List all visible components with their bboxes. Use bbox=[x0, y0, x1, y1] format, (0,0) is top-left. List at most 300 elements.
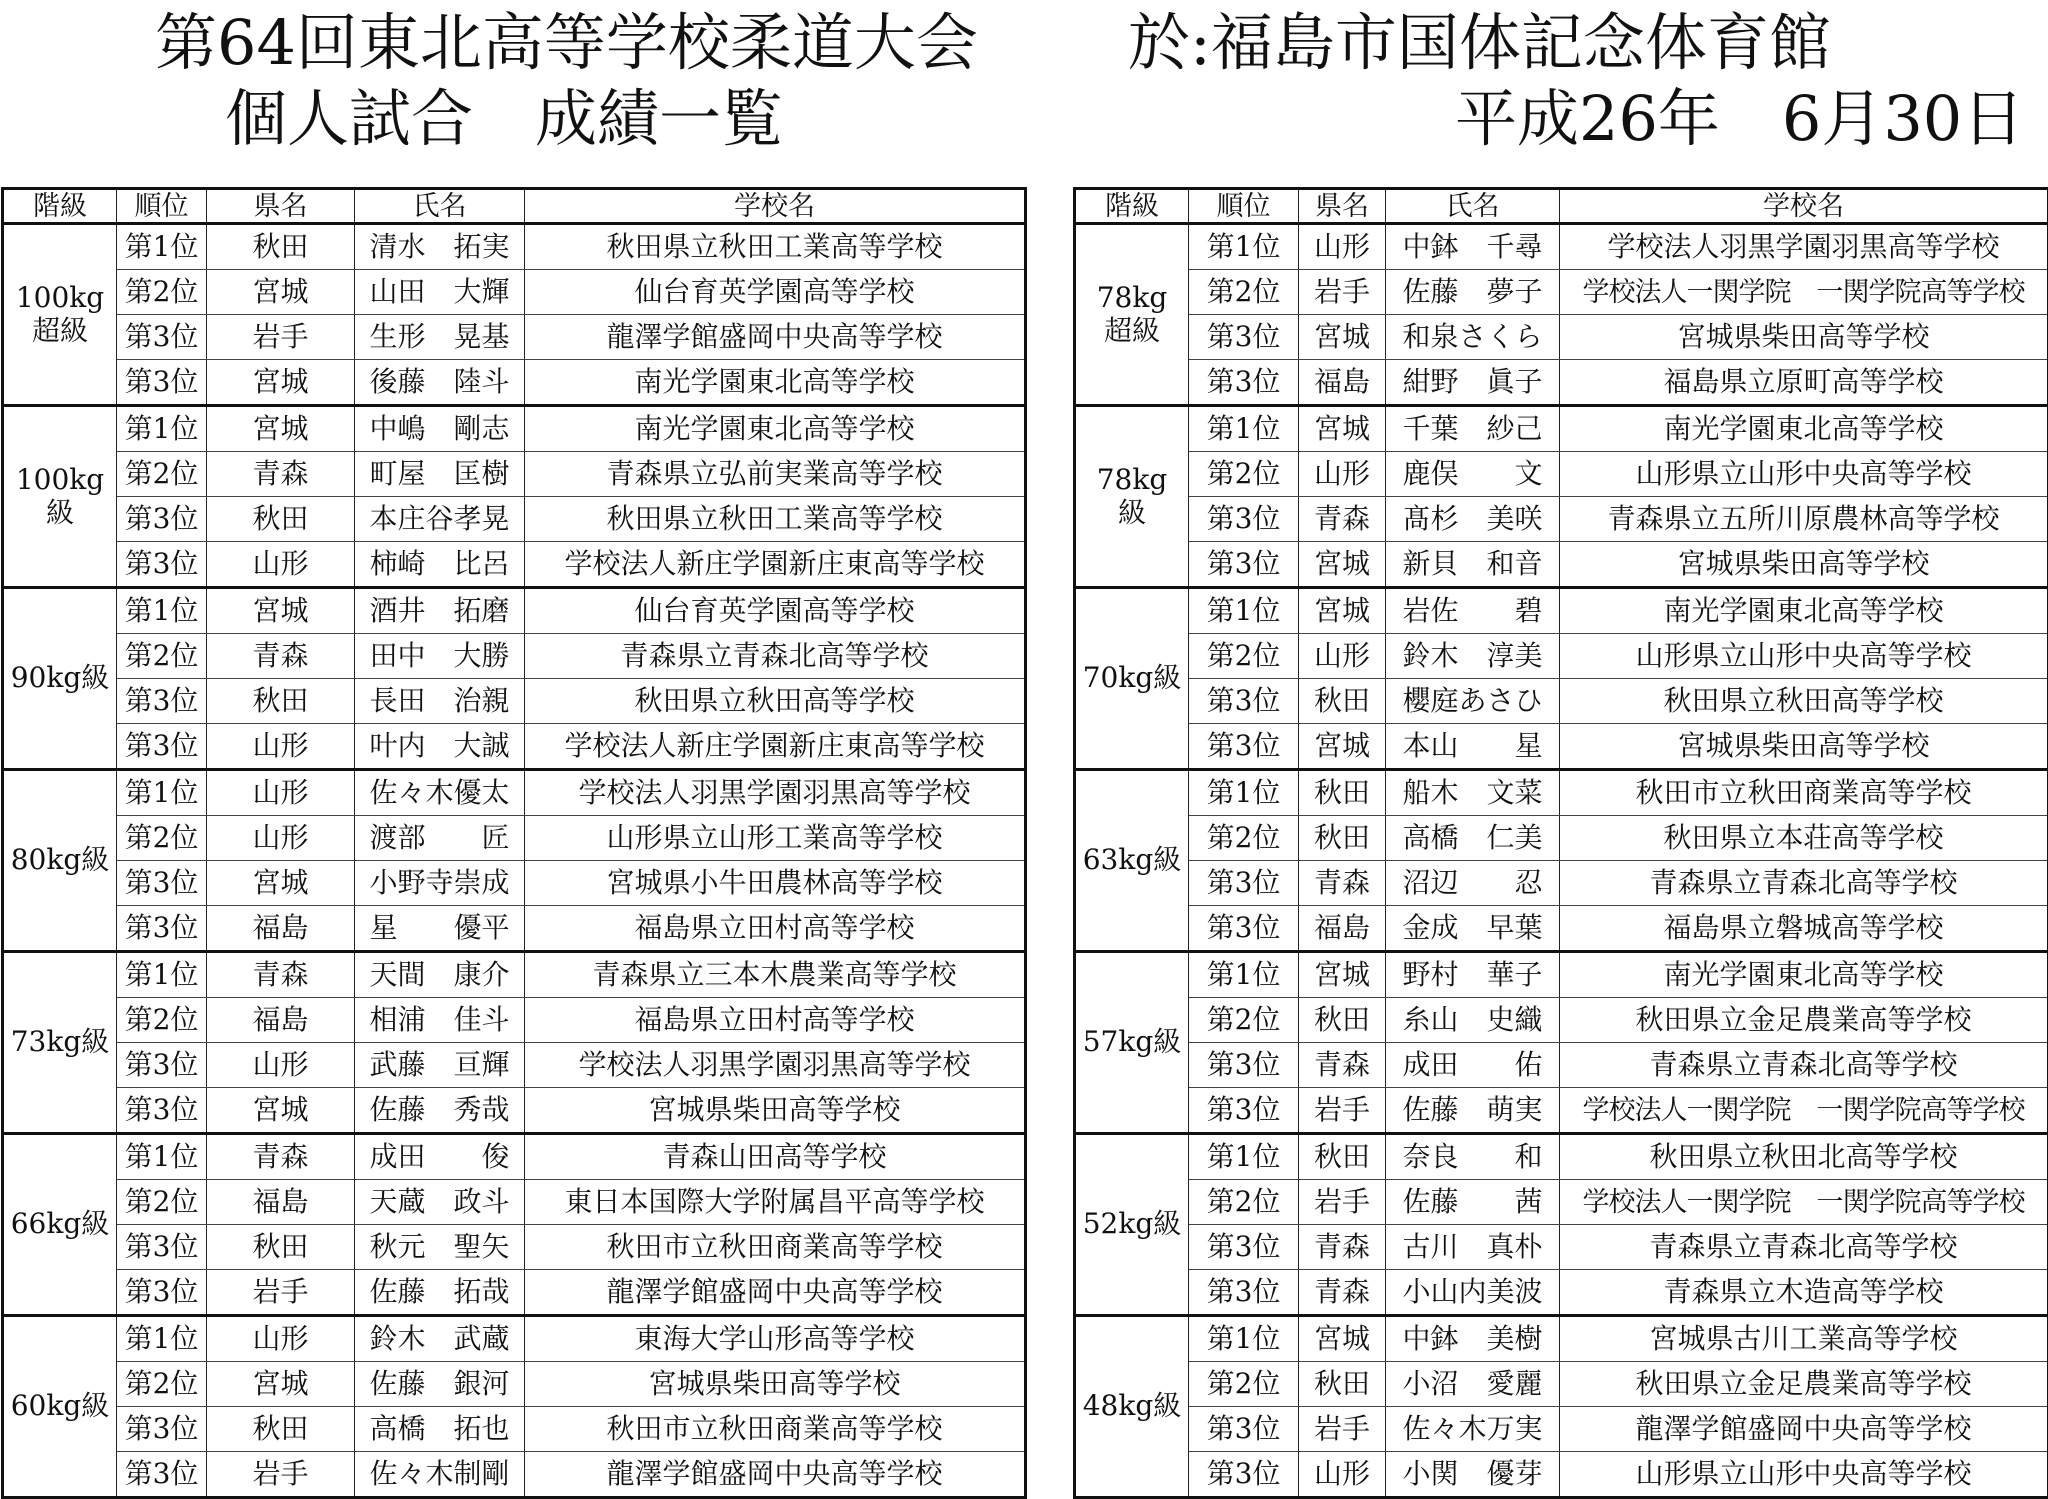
table-row bbox=[1075, 679, 2048, 724]
athlete-name-cell: 岩佐 碧 bbox=[1386, 588, 1560, 634]
rank-cell: 第1位 bbox=[117, 406, 207, 452]
table-row bbox=[1075, 1180, 2048, 1225]
rank-cell: 第3位 bbox=[1189, 724, 1299, 770]
rank-cell: 第3位 bbox=[1189, 1225, 1299, 1270]
school-cell: 青森県立青森北高等学校 bbox=[1560, 1225, 2048, 1270]
school-cell: 学校法人羽黒学園羽黒高等学校 bbox=[525, 770, 1026, 816]
weight-class-cell bbox=[3, 770, 117, 952]
rank-cell: 第3位 bbox=[1189, 1088, 1299, 1134]
prefecture-cell: 山形 bbox=[207, 1043, 355, 1088]
rank-cell: 第1位 bbox=[117, 952, 207, 998]
school-cell: 秋田県立金足農業高等学校 bbox=[1560, 998, 2048, 1043]
rank-cell: 第3位 bbox=[117, 1225, 207, 1270]
rank-cell: 第3位 bbox=[1189, 497, 1299, 542]
athlete-name-cell: 髙杉 美咲 bbox=[1386, 497, 1560, 542]
rank-cell: 第1位 bbox=[117, 1316, 207, 1362]
weight-class-label: 52kg級 bbox=[1083, 1207, 1182, 1240]
school-cell: 宮城県古川工業高等学校 bbox=[1560, 1316, 2048, 1362]
table-row bbox=[3, 224, 1026, 270]
prefecture-cell: 青森 bbox=[207, 452, 355, 497]
table-row bbox=[3, 724, 1026, 770]
athlete-name-cell: 中鉢 美樹 bbox=[1386, 1316, 1560, 1362]
prefecture-cell: 青森 bbox=[1299, 861, 1386, 906]
prefecture-cell: 福島 bbox=[1299, 906, 1386, 952]
school-cell: 青森県立青森北高等学校 bbox=[1560, 1043, 2048, 1088]
table-row bbox=[1075, 360, 2048, 406]
athlete-name-cell: 高橋 拓也 bbox=[355, 1407, 525, 1452]
prefecture-cell: 青森 bbox=[1299, 1043, 1386, 1088]
school-cell: 秋田県立金足農業高等学校 bbox=[1560, 1362, 2048, 1407]
athlete-name-cell: 成田 佑 bbox=[1386, 1043, 1560, 1088]
school-cell: 学校法人一関学院 一関学院高等学校 bbox=[1560, 270, 2048, 315]
page-subtitle: 個人試合 成績一覧 bbox=[225, 88, 783, 150]
athlete-name-cell: 武藤 亘輝 bbox=[355, 1043, 525, 1088]
school-cell: 福島県立田村高等学校 bbox=[525, 998, 1026, 1043]
athlete-name-cell: 佐々木万実 bbox=[1386, 1407, 1560, 1452]
col-header-school: 学校名 bbox=[1560, 189, 2048, 224]
school-cell: 福島県立原町高等学校 bbox=[1560, 360, 2048, 406]
rank-cell: 第2位 bbox=[117, 634, 207, 679]
weight-class-label: 66kg級 bbox=[11, 1207, 110, 1240]
table-row bbox=[1075, 1270, 2048, 1316]
prefecture-cell: 秋田 bbox=[207, 1407, 355, 1452]
rank-cell: 第3位 bbox=[1189, 1043, 1299, 1088]
rank-cell: 第1位 bbox=[1189, 224, 1299, 270]
weight-class-cell bbox=[3, 224, 117, 406]
prefecture-cell: 福島 bbox=[1299, 360, 1386, 406]
table-row bbox=[1075, 1043, 2048, 1088]
athlete-name-cell: 生形 晃基 bbox=[355, 315, 525, 360]
prefecture-cell: 福島 bbox=[207, 906, 355, 952]
weight-class-label: 80kg級 bbox=[11, 843, 110, 876]
school-cell: 青森県立青森北高等学校 bbox=[525, 634, 1026, 679]
athlete-name-cell: 小山内美波 bbox=[1386, 1270, 1560, 1316]
rank-cell: 第2位 bbox=[1189, 816, 1299, 861]
school-cell: 秋田県立秋田北高等学校 bbox=[1560, 1134, 2048, 1180]
prefecture-cell: 宮城 bbox=[207, 861, 355, 906]
school-cell: 学校法人羽黒学園羽黒高等学校 bbox=[525, 1043, 1026, 1088]
rank-cell: 第3位 bbox=[1189, 1407, 1299, 1452]
school-cell: 南光学園東北高等学校 bbox=[525, 360, 1026, 406]
table-row bbox=[1075, 770, 2048, 816]
table-row bbox=[1075, 497, 2048, 542]
rank-cell: 第3位 bbox=[1189, 861, 1299, 906]
school-cell: 宮城県柴田高等学校 bbox=[525, 1362, 1026, 1407]
athlete-name-cell: 金成 早葉 bbox=[1386, 906, 1560, 952]
rank-cell: 第1位 bbox=[117, 1134, 207, 1180]
prefecture-cell: 青森 bbox=[1299, 1225, 1386, 1270]
prefecture-cell: 秋田 bbox=[1299, 1134, 1386, 1180]
school-cell: 龍澤学館盛岡中央高等学校 bbox=[1560, 1407, 2048, 1452]
page-title: 第64回東北高等学校柔道大会 bbox=[155, 12, 978, 74]
rank-cell: 第1位 bbox=[1189, 770, 1299, 816]
weight-class-cell bbox=[3, 952, 117, 1134]
rank-cell: 第1位 bbox=[1189, 588, 1299, 634]
rank-cell: 第2位 bbox=[117, 270, 207, 315]
date-text: 平成26年 6月30日 bbox=[1455, 88, 2024, 150]
school-cell: 学校法人新庄学園新庄東高等学校 bbox=[525, 724, 1026, 770]
header-row bbox=[1075, 189, 2048, 224]
school-cell: 仙台育英学園高等学校 bbox=[525, 270, 1026, 315]
weight-class-label: 90kg級 bbox=[11, 661, 110, 694]
rank-cell: 第2位 bbox=[1189, 1180, 1299, 1225]
table-row bbox=[1075, 588, 2048, 634]
table-row bbox=[1075, 634, 2048, 679]
athlete-name-cell: 船木 文菜 bbox=[1386, 770, 1560, 816]
athlete-name-cell: 清水 拓実 bbox=[355, 224, 525, 270]
table-row bbox=[1075, 724, 2048, 770]
weight-class-cell bbox=[1075, 224, 1189, 406]
table-row bbox=[1075, 1452, 2048, 1498]
table-row bbox=[1075, 542, 2048, 588]
rank-cell: 第1位 bbox=[117, 770, 207, 816]
school-cell: 山形県立山形中央高等学校 bbox=[1560, 452, 2048, 497]
prefecture-cell: 山形 bbox=[207, 770, 355, 816]
prefecture-cell: 宮城 bbox=[1299, 406, 1386, 452]
rank-cell: 第2位 bbox=[117, 452, 207, 497]
weight-class-label: 70kg級 bbox=[1083, 661, 1182, 694]
athlete-name-cell: 柿崎 比呂 bbox=[355, 542, 525, 588]
prefecture-cell: 秋田 bbox=[1299, 998, 1386, 1043]
weight-class-label: 63kg級 bbox=[1083, 843, 1182, 876]
rank-cell: 第3位 bbox=[117, 315, 207, 360]
school-cell: 宮城県柴田高等学校 bbox=[1560, 542, 2048, 588]
school-cell: 秋田県立秋田工業高等学校 bbox=[525, 224, 1026, 270]
prefecture-cell: 宮城 bbox=[207, 588, 355, 634]
weight-class-label: 100kg bbox=[16, 463, 104, 496]
athlete-name-cell: 佐藤 拓哉 bbox=[355, 1270, 525, 1316]
athlete-name-cell: 鈴木 武蔵 bbox=[355, 1316, 525, 1362]
col-header-class: 階級 bbox=[3, 189, 117, 224]
rank-cell: 第3位 bbox=[117, 1088, 207, 1134]
athlete-name-cell: 佐藤 銀河 bbox=[355, 1362, 525, 1407]
rank-cell: 第2位 bbox=[117, 1362, 207, 1407]
table-row bbox=[3, 634, 1026, 679]
athlete-name-cell: 天蔵 政斗 bbox=[355, 1180, 525, 1225]
table-row bbox=[3, 406, 1026, 452]
prefecture-cell: 宮城 bbox=[207, 1362, 355, 1407]
school-cell: 青森山田高等学校 bbox=[525, 1134, 1026, 1180]
rank-cell: 第3位 bbox=[117, 906, 207, 952]
table-row bbox=[3, 1316, 1026, 1362]
rank-cell: 第2位 bbox=[1189, 1362, 1299, 1407]
athlete-name-cell: 佐々木優太 bbox=[355, 770, 525, 816]
prefecture-cell: 山形 bbox=[1299, 224, 1386, 270]
rank-cell: 第3位 bbox=[117, 1043, 207, 1088]
athlete-name-cell: 佐藤 夢子 bbox=[1386, 270, 1560, 315]
prefecture-cell: 山形 bbox=[207, 542, 355, 588]
prefecture-cell: 青森 bbox=[207, 634, 355, 679]
table-row bbox=[3, 542, 1026, 588]
athlete-name-cell: 町屋 匡樹 bbox=[355, 452, 525, 497]
school-cell: 青森県立木造高等学校 bbox=[1560, 1270, 2048, 1316]
rank-cell: 第1位 bbox=[1189, 952, 1299, 998]
school-cell: 青森県立弘前実業高等学校 bbox=[525, 452, 1026, 497]
table-row bbox=[3, 952, 1026, 998]
table-row bbox=[3, 360, 1026, 406]
athlete-name-cell: 本山 星 bbox=[1386, 724, 1560, 770]
table-row bbox=[3, 679, 1026, 724]
weight-class-label: 57kg級 bbox=[1083, 1025, 1182, 1058]
rank-cell: 第3位 bbox=[1189, 542, 1299, 588]
school-cell: 福島県立磐城高等学校 bbox=[1560, 906, 2048, 952]
prefecture-cell: 山形 bbox=[207, 816, 355, 861]
weight-class-cell bbox=[1075, 588, 1189, 770]
col-header-class: 階級 bbox=[1075, 189, 1189, 224]
rank-cell: 第3位 bbox=[1189, 315, 1299, 360]
athlete-name-cell: 星 優平 bbox=[355, 906, 525, 952]
table-row bbox=[3, 588, 1026, 634]
prefecture-cell: 山形 bbox=[207, 724, 355, 770]
school-cell: 龍澤学館盛岡中央高等学校 bbox=[525, 315, 1026, 360]
table-row bbox=[3, 315, 1026, 360]
athlete-name-cell: 千葉 紗己 bbox=[1386, 406, 1560, 452]
rank-cell: 第3位 bbox=[117, 542, 207, 588]
prefecture-cell: 山形 bbox=[207, 1316, 355, 1362]
table-row bbox=[1075, 1088, 2048, 1134]
school-cell: 宮城県柴田高等学校 bbox=[1560, 724, 2048, 770]
table-row bbox=[3, 861, 1026, 906]
prefecture-cell: 青森 bbox=[207, 1134, 355, 1180]
athlete-name-cell: 佐藤 萌実 bbox=[1386, 1088, 1560, 1134]
table-row bbox=[1075, 906, 2048, 952]
athlete-name-cell: 秋元 聖矢 bbox=[355, 1225, 525, 1270]
athlete-name-cell: 渡部 匠 bbox=[355, 816, 525, 861]
rank-cell: 第3位 bbox=[117, 1407, 207, 1452]
header-row bbox=[3, 189, 1026, 224]
athlete-name-cell: 相浦 佳斗 bbox=[355, 998, 525, 1043]
table-row bbox=[3, 497, 1026, 542]
table-row bbox=[3, 770, 1026, 816]
rank-cell: 第3位 bbox=[117, 861, 207, 906]
school-cell: 学校法人羽黒学園羽黒高等学校 bbox=[1560, 224, 2048, 270]
rank-cell: 第1位 bbox=[117, 588, 207, 634]
athlete-name-cell: 中嶋 剛志 bbox=[355, 406, 525, 452]
athlete-name-cell: 山田 大輝 bbox=[355, 270, 525, 315]
table-row bbox=[3, 1225, 1026, 1270]
athlete-name-cell: 後藤 陸斗 bbox=[355, 360, 525, 406]
prefecture-cell: 宮城 bbox=[1299, 724, 1386, 770]
col-header-pref: 県名 bbox=[207, 189, 355, 224]
school-cell: 山形県立山形工業高等学校 bbox=[525, 816, 1026, 861]
table-row bbox=[1075, 270, 2048, 315]
prefecture-cell: 山形 bbox=[1299, 634, 1386, 679]
prefecture-cell: 岩手 bbox=[207, 1270, 355, 1316]
school-cell: 仙台育英学園高等学校 bbox=[525, 588, 1026, 634]
col-header-rank: 順位 bbox=[117, 189, 207, 224]
school-cell: 青森県立五所川原農林高等学校 bbox=[1560, 497, 2048, 542]
school-cell: 東海大学山形高等学校 bbox=[525, 1316, 1026, 1362]
prefecture-cell: 宮城 bbox=[1299, 1316, 1386, 1362]
athlete-name-cell: 天間 康介 bbox=[355, 952, 525, 998]
weight-class-label: 78kg bbox=[1097, 281, 1168, 314]
table-row bbox=[3, 1270, 1026, 1316]
weight-class-cell bbox=[3, 1134, 117, 1316]
col-header-name: 氏名 bbox=[1386, 189, 1560, 224]
athlete-name-cell: 野村 華子 bbox=[1386, 952, 1560, 998]
table-row bbox=[3, 1407, 1026, 1452]
rank-cell: 第2位 bbox=[117, 816, 207, 861]
col-header-name: 氏名 bbox=[355, 189, 525, 224]
weight-class-cell bbox=[1075, 770, 1189, 952]
weight-class-label: 級 bbox=[1118, 496, 1146, 529]
rank-cell: 第2位 bbox=[1189, 634, 1299, 679]
school-cell: 龍澤学館盛岡中央高等学校 bbox=[525, 1452, 1026, 1498]
prefecture-cell: 青森 bbox=[207, 952, 355, 998]
table-row bbox=[1075, 452, 2048, 497]
table-row bbox=[1075, 1134, 2048, 1180]
prefecture-cell: 岩手 bbox=[207, 315, 355, 360]
athlete-name-cell: 糸山 史織 bbox=[1386, 998, 1560, 1043]
athlete-name-cell: 中鉢 千尋 bbox=[1386, 224, 1560, 270]
weight-class-cell bbox=[3, 1316, 117, 1498]
prefecture-cell: 福島 bbox=[207, 998, 355, 1043]
table-row bbox=[3, 1180, 1026, 1225]
school-cell: 南光学園東北高等学校 bbox=[1560, 952, 2048, 998]
table-row bbox=[1075, 406, 2048, 452]
school-cell: 秋田市立秋田商業高等学校 bbox=[525, 1225, 1026, 1270]
prefecture-cell: 岩手 bbox=[1299, 270, 1386, 315]
prefecture-cell: 宮城 bbox=[1299, 588, 1386, 634]
table-row bbox=[1075, 1407, 2048, 1452]
athlete-name-cell: 奈良 和 bbox=[1386, 1134, 1560, 1180]
table-row bbox=[3, 1362, 1026, 1407]
athlete-name-cell: 小関 優芽 bbox=[1386, 1452, 1560, 1498]
prefecture-cell: 宮城 bbox=[1299, 542, 1386, 588]
rank-cell: 第1位 bbox=[1189, 1134, 1299, 1180]
rank-cell: 第2位 bbox=[117, 998, 207, 1043]
table-row bbox=[1075, 861, 2048, 906]
school-cell: 山形県立山形中央高等学校 bbox=[1560, 1452, 2048, 1498]
prefecture-cell: 山形 bbox=[1299, 1452, 1386, 1498]
table-row bbox=[1075, 998, 2048, 1043]
rank-cell: 第3位 bbox=[1189, 1452, 1299, 1498]
prefecture-cell: 青森 bbox=[1299, 1270, 1386, 1316]
athlete-name-cell: 佐藤 茜 bbox=[1386, 1180, 1560, 1225]
table-row bbox=[1075, 224, 2048, 270]
athlete-name-cell: 田中 大勝 bbox=[355, 634, 525, 679]
school-cell: 秋田県立秋田高等学校 bbox=[525, 679, 1026, 724]
school-cell: 学校法人一関学院 一関学院高等学校 bbox=[1560, 1088, 2048, 1134]
weight-class-cell bbox=[1075, 1134, 1189, 1316]
weight-class-cell bbox=[3, 588, 117, 770]
athlete-name-cell: 鈴木 淳美 bbox=[1386, 634, 1560, 679]
rank-cell: 第2位 bbox=[1189, 270, 1299, 315]
weight-class-cell bbox=[3, 406, 117, 588]
prefecture-cell: 青森 bbox=[1299, 497, 1386, 542]
results-table-left bbox=[1, 187, 1027, 1499]
school-cell: 東日本国際大学附属昌平高等学校 bbox=[525, 1180, 1026, 1225]
athlete-name-cell: 和泉さくら bbox=[1386, 315, 1560, 360]
school-cell: 秋田市立秋田商業高等学校 bbox=[1560, 770, 2048, 816]
results-table-right bbox=[1073, 187, 2048, 1499]
table-row bbox=[1075, 1362, 2048, 1407]
weight-class-cell bbox=[1075, 1316, 1189, 1498]
athlete-name-cell: 成田 俊 bbox=[355, 1134, 525, 1180]
rank-cell: 第3位 bbox=[117, 1270, 207, 1316]
prefecture-cell: 秋田 bbox=[1299, 679, 1386, 724]
athlete-name-cell: 本庄谷孝晃 bbox=[355, 497, 525, 542]
school-cell: 南光学園東北高等学校 bbox=[1560, 588, 2048, 634]
rank-cell: 第3位 bbox=[1189, 360, 1299, 406]
school-cell: 青森県立青森北高等学校 bbox=[1560, 861, 2048, 906]
school-cell: 学校法人新庄学園新庄東高等学校 bbox=[525, 542, 1026, 588]
athlete-name-cell: 小野寺崇成 bbox=[355, 861, 525, 906]
weight-class-label: 78kg bbox=[1097, 463, 1168, 496]
prefecture-cell: 宮城 bbox=[207, 406, 355, 452]
prefecture-cell: 秋田 bbox=[207, 679, 355, 724]
weight-class-label: 超級 bbox=[1104, 314, 1160, 347]
table-row bbox=[3, 998, 1026, 1043]
prefecture-cell: 宮城 bbox=[207, 270, 355, 315]
table-row bbox=[3, 816, 1026, 861]
prefecture-cell: 秋田 bbox=[1299, 816, 1386, 861]
rank-cell: 第3位 bbox=[117, 1452, 207, 1498]
col-header-school: 学校名 bbox=[525, 189, 1026, 224]
venue-text: 於:福島市国体記念体育館 bbox=[1128, 12, 1831, 74]
athlete-name-cell: 紺野 眞子 bbox=[1386, 360, 1560, 406]
table-row bbox=[3, 270, 1026, 315]
table-row bbox=[1075, 1316, 2048, 1362]
prefecture-cell: 秋田 bbox=[207, 224, 355, 270]
table-row bbox=[3, 1088, 1026, 1134]
prefecture-cell: 秋田 bbox=[1299, 770, 1386, 816]
school-cell: 秋田市立秋田商業高等学校 bbox=[525, 1407, 1026, 1452]
weight-class-label: 48kg級 bbox=[1083, 1389, 1182, 1422]
school-cell: 龍澤学館盛岡中央高等学校 bbox=[525, 1270, 1026, 1316]
athlete-name-cell: 新貝 和音 bbox=[1386, 542, 1560, 588]
athlete-name-cell: 佐々木制剛 bbox=[355, 1452, 525, 1498]
weight-class-label: 超級 bbox=[32, 314, 88, 347]
table-row bbox=[1075, 816, 2048, 861]
rank-cell: 第1位 bbox=[117, 224, 207, 270]
prefecture-cell: 宮城 bbox=[1299, 952, 1386, 998]
weight-class-label: 級 bbox=[46, 496, 74, 529]
athlete-name-cell: 櫻庭あさひ bbox=[1386, 679, 1560, 724]
rank-cell: 第2位 bbox=[117, 1180, 207, 1225]
athlete-name-cell: 沼辺 忍 bbox=[1386, 861, 1560, 906]
rank-cell: 第3位 bbox=[117, 724, 207, 770]
col-header-rank: 順位 bbox=[1189, 189, 1299, 224]
table-row bbox=[1075, 315, 2048, 360]
prefecture-cell: 岩手 bbox=[1299, 1407, 1386, 1452]
school-cell: 秋田県立秋田高等学校 bbox=[1560, 679, 2048, 724]
school-cell: 宮城県柴田高等学校 bbox=[1560, 315, 2048, 360]
prefecture-cell: 宮城 bbox=[207, 360, 355, 406]
weight-class-label: 60kg級 bbox=[11, 1389, 110, 1422]
weight-class-label: 73kg級 bbox=[11, 1025, 110, 1058]
athlete-name-cell: 叶内 大誠 bbox=[355, 724, 525, 770]
rank-cell: 第2位 bbox=[1189, 452, 1299, 497]
prefecture-cell: 山形 bbox=[1299, 452, 1386, 497]
table-row bbox=[3, 1452, 1026, 1498]
weight-class-label: 100kg bbox=[16, 281, 104, 314]
school-cell: 秋田県立秋田工業高等学校 bbox=[525, 497, 1026, 542]
table-row bbox=[3, 1134, 1026, 1180]
rank-cell: 第3位 bbox=[117, 497, 207, 542]
prefecture-cell: 秋田 bbox=[207, 1225, 355, 1270]
prefecture-cell: 福島 bbox=[207, 1180, 355, 1225]
prefecture-cell: 宮城 bbox=[207, 1088, 355, 1134]
athlete-name-cell: 古川 真朴 bbox=[1386, 1225, 1560, 1270]
weight-class-cell bbox=[1075, 406, 1189, 588]
rank-cell: 第2位 bbox=[1189, 998, 1299, 1043]
athlete-name-cell: 鹿俣 文 bbox=[1386, 452, 1560, 497]
school-cell: 宮城県小牛田農林高等学校 bbox=[525, 861, 1026, 906]
school-cell: 宮城県柴田高等学校 bbox=[525, 1088, 1026, 1134]
athlete-name-cell: 佐藤 秀哉 bbox=[355, 1088, 525, 1134]
col-header-pref: 県名 bbox=[1299, 189, 1386, 224]
